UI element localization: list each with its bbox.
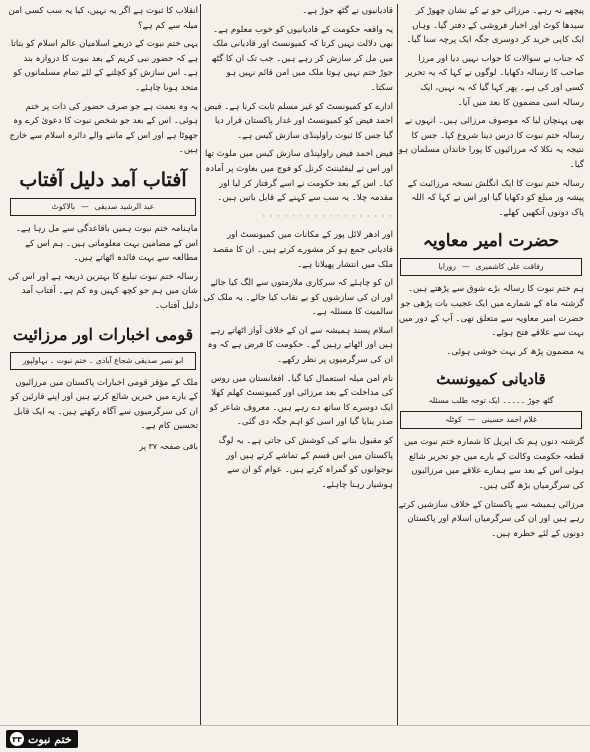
author-box: غلام احمد حسینی—کوٹلہ	[400, 411, 582, 429]
separator-dots: · · · · · · · · · · · · · · · · · ·	[262, 211, 393, 222]
paragraph: ادارے کو کمیونسٹ کو غیر مسلم ثابت کرنا ہے۔ فیض احمد فیض کو کمیونسٹ اور غدار پاکستان قرار دیا گیا جس کا ثبوت راولپنڈی سازش کیس ہے۔	[204, 101, 393, 141]
paragraph: گزشتہ دنوں ہم تک اپریل کا شمارہ ختم نبوت میں قطعہ حکومت وکالت کے بارے میں جو تحریر شائع ہوئی اس کے بعد سے ہمارے علاقے میں مرزائیوں کی سرگرمیاں بڑھ گئی ہیں۔	[403, 437, 584, 492]
paragraph: فیض احمد فیض راولپنڈی سازش کیس میں ملوث تھا اور اس نے لیفٹیننٹ کرنل کو فوج میں بغاوت پر آمادہ کیا۔ اس کے بعد حکومت نے اسے گرفتار کر لیا اور مقدمہ چلا۔ یہ سب سے کہنے کے قابل باتیں ہیں۔	[204, 149, 393, 204]
article-heading: آفتاب آمد دلیل آفتاب	[19, 168, 187, 191]
paragraph: نام امن میلہ استعمال کیا گیا۔ افغانستان میں روس کی مداخلت کے بعد مرزائی اور کمیونسٹ کھلم کھلا ایک دوسرے کا ساتھ دے رہے ہیں۔ معروف شاعر کو صدر بنایا گیا اور اسی کو اہم جگہ دی گئی۔	[209, 373, 393, 428]
paragraph: یہی ختم نبوت کے ذریعے اسلامیان عالم اسلام کو بتاتا ہے کہ حضور نبی کریم کے بعد نبوت کا دروازہ بند ہے۔ اس سازش کو کچلنے کے لئے تمام مسلمانوں کو متحد ہونا چاہئے۔	[10, 39, 198, 93]
paragraph: ملک کے مؤقر قومی اخبارات پاکستان میں مرزائیوں کے بارے میں خبریں شائع کرتے ہیں اور اپنے قارئین کو ان کی سرگرمیوں سے آگاہ رکھتے ہیں۔ یہ ایک قابل تحسین کام ہے۔	[10, 377, 198, 432]
paragraph: انقلاب کا ثبوت ہے اگر یہ نہیں، کیا یہ سب کسی امن میلہ سے کم ہے؟	[8, 6, 198, 31]
paragraph: بھی پہنچان لیا کہ موصوف مرزائی ہیں۔ انہوں نے رسالہ ختم نبوت کا درس دینا شروع کیا۔ جس کا نتیجہ یہ نکلا کہ مرزائیوں کا پورا خاندان مسلمان ہو گیا۔	[398, 116, 584, 170]
paragraph: یہ مضمون پڑھ کر بہت خوشی ہوئی۔	[446, 346, 584, 357]
paragraph: پیچھے نہ رہے۔ مرزائی جو تے کے نشان چھوڑ کر سیدھا کوٹ اور اخبار فروشی کے دفتر گیا۔ وہاں ایک کاپی خرید کر دوسری جگہ ایک پرچہ سنا گیا۔	[406, 6, 584, 46]
author-box: رفاقت علی کاشمیری—رورابا	[400, 258, 582, 276]
right-column	[398, 4, 584, 726]
paragraph: ان کو چاہئے کہ سرکاری ملازمتوں سے الگ کیا جائے اور ان کی سازشوں کو بے نقاب کیا جائے۔ یہ ملک کی سالمیت کا مسئلہ ہے۔	[203, 278, 393, 318]
author-name: غلام احمد حسینی	[481, 415, 537, 425]
left-column	[8, 4, 198, 726]
article-byline: گٹھ جوڑ ۔۔۔۔۔ ایک توجہ طلب مسئلہ	[428, 396, 554, 406]
author-box: ابو نصر صدیقی شجاع آبادی ۔ ختم نبوت ۔ بہاولپور	[10, 352, 196, 370]
magazine-page	[6, 4, 584, 726]
column-divider	[200, 4, 201, 726]
paragraph: اسلام پسند ہمیشہ سے ان کے خلاف آواز اٹھاتے رہے ہیں اور اٹھاتے رہیں گے۔ حکومت کا فرض ہے کہ وہ ان کی سرگرمیوں پر نظر رکھے۔	[207, 325, 393, 366]
article-heading: قادیانی کمیونسٹ	[436, 370, 546, 389]
paragraph: ہم ختم نبوت کا رسالہ بڑے شوق سے پڑھتے ہیں۔ گزشتہ ماہ کے شمارے میں ایک عجیب بات پڑھی جو حضرت امیر معاویہ سے متعلق تھی۔ آپ کے دور میں بہت سے علاقے فتح ہوئے۔	[398, 284, 584, 339]
author-place: کوٹلہ	[445, 415, 462, 425]
paragraph: یہ واقعہ حکومت کے قادیانیوں کو خوب معلوم ہے۔ بھی دلالت نہیں کرتا کہ کمیونسٹ اور قادیانی ملک میں مل کر سازش کر رہے ہیں۔ جب تک ان کا گٹھ جوڑ ختم نہیں ہوتا ملک میں امن قائم نہیں ہو سکتا۔	[211, 24, 393, 93]
article-heading: قومی اخبارات اور مرزائیت	[12, 324, 194, 344]
article-heading: حضرت امیر معاویہ	[422, 231, 560, 252]
page-footer	[0, 725, 590, 752]
paragraph: مرزائی ہمیشہ سے پاکستان کے خلاف سازشیں کرتے رہے ہیں اور ان کی سرگرمیاں اسلام اور پاکستان دونوں کے لئے خطرہ ہیں۔	[398, 499, 584, 539]
paragraph: رسالہ ختم نبوت کا ایک انگلش نسخہ مرزائیت کے پیشہ ور مبلغ کو دکھایا گیا اور اس نے کہا کہ اللہ پاک دونوں آنکھیں کھلے۔	[407, 178, 584, 218]
paragraph: یہ وہ نعمت ہے جو صرف حضور کی ذات پر ختم ہوئی۔ اس کے بعد جو شخص نبوت کا دعویٰ کرے وہ جھوٹا ہے اور اس کے ماننے والے دائرہ اسلام سے خارج ہیں۔	[9, 101, 198, 156]
magazine-badge	[6, 730, 78, 748]
magazine-title: ختم نبوت	[28, 732, 72, 746]
page-number: ۳۳	[10, 732, 24, 746]
author-box: عبد الرشید صدیقی—بالاکوٹ	[10, 198, 196, 216]
paragraph: کہ جناب نے سوالات کا جواب نہیں دیا اور مرزا صاحب کا رسالہ دکھایا۔ لوگوں نے کہا کہ یہ تحریر کسی اور کی ہے۔ پھر کہا گیا کہ یہ نہیں، ایک رسالہ اسی مضمون کا بعد میں آیا۔	[405, 53, 584, 108]
author-place: رورابا	[438, 262, 456, 272]
paragraph: رسالہ ختم نبوت تبلیغ کا بہترین ذریعہ ہے اور اس کی شان میں ہم جو کچھ کہیں وہ کم ہے۔ آفتاب آمد دلیل آفتاب۔	[8, 271, 198, 311]
author-place: بالاکوٹ	[51, 201, 76, 211]
middle-column	[203, 4, 393, 726]
continued-note: باقی صفحہ ۳۷ پر	[139, 441, 198, 451]
paragraph: کو مقبول بنانے کی کوشش کی جاتی ہے۔ یہ لوگ پاکستان میں اس قسم کے تماشے کرتے ہیں اور نوجوانوں کو گمراہ کرتے ہیں۔ عوام کو ان سے ہوشیار رہنا چاہئے۔	[218, 436, 393, 490]
paragraph: ماہنامہ ختم نبوت ہمیں باقاعدگی سے مل رہا ہے۔ اس کے مضامین بہت معلوماتی ہیں۔ ہم اس کے مطالعہ سے بہت فائدہ اٹھاتے ہیں۔	[15, 223, 198, 264]
author-name: عبد الرشید صدیقی	[94, 201, 155, 211]
paragraph: اور ادھر لائل پور کے مکانات میں کمیونسٹ اور قادیانی جمع ہو کر مشورے کرتے ہیں۔ ان کا مقصد ملک میں انتشار پھیلانا ہے۔	[212, 230, 393, 270]
author-name: رفاقت علی کاشمیری	[475, 262, 544, 272]
paragraph: قادیانیوں نے گٹھ جوڑ ہے۔	[302, 6, 393, 16]
